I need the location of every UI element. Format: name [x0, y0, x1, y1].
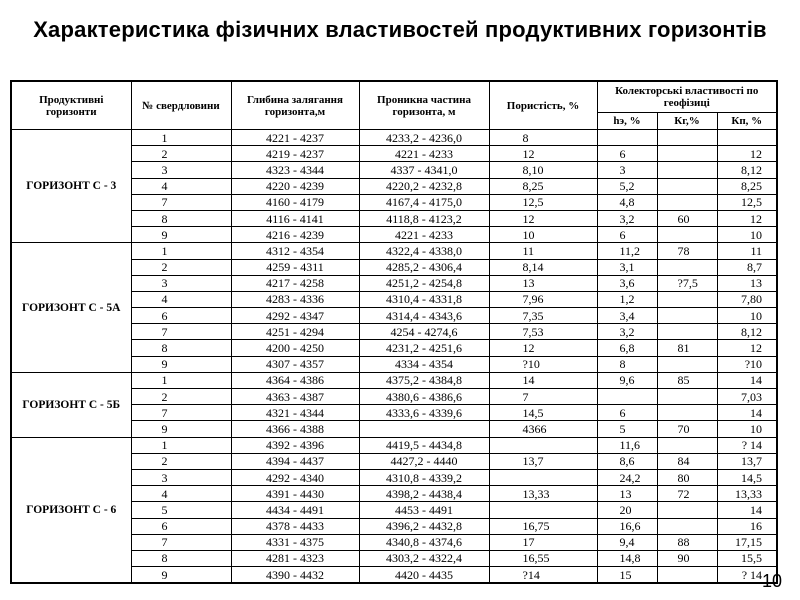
well-number-cell: 9	[131, 567, 231, 584]
hef-cell: 9,4	[597, 534, 657, 550]
header-horizons: Продуктивні горизонти	[11, 81, 131, 130]
well-number-cell: 9	[131, 356, 231, 372]
porosity-cell: 14,5	[489, 405, 597, 421]
depth-cell: 4321 - 4344	[231, 405, 359, 421]
porosity-cell	[489, 469, 597, 485]
kg-cell	[657, 356, 717, 372]
kg-cell	[657, 389, 717, 405]
kp-cell	[717, 130, 777, 146]
horizon-name-cell: ГОРИЗОНТ С - 5Б	[11, 372, 131, 437]
header-collector-properties: Колекторські властивості по геофізиці	[597, 81, 777, 113]
well-number-cell: 7	[131, 194, 231, 210]
table-row	[11, 372, 777, 388]
depth-cell: 4221 - 4237	[231, 130, 359, 146]
depth-cell: 4392 - 4396	[231, 437, 359, 453]
porosity-cell: 13	[489, 275, 597, 291]
hef-cell: 20	[597, 502, 657, 518]
kp-cell: 13	[717, 275, 777, 291]
well-number-cell: 2	[131, 259, 231, 275]
table-body	[11, 130, 777, 584]
hef-cell: 14,8	[597, 550, 657, 566]
permeable-part-cell: 4337 - 4341,0	[359, 162, 489, 178]
well-number-cell: 8	[131, 340, 231, 356]
permeable-part-cell: 4453 - 4491	[359, 502, 489, 518]
header-porosity: Пористість, %	[489, 81, 597, 130]
kp-cell: 8,7	[717, 259, 777, 275]
depth-cell: 4394 - 4437	[231, 453, 359, 469]
depth-cell: 4307 - 4357	[231, 356, 359, 372]
depth-cell: 4200 - 4250	[231, 340, 359, 356]
kp-cell: 13,7	[717, 453, 777, 469]
well-number-cell: 5	[131, 502, 231, 518]
kp-cell: 8,12	[717, 162, 777, 178]
porosity-cell: 8,25	[489, 178, 597, 194]
permeable-part-cell: 4254 - 4274,6	[359, 324, 489, 340]
kg-cell: 85	[657, 372, 717, 388]
kg-cell	[657, 324, 717, 340]
porosity-cell: 8,10	[489, 162, 597, 178]
kp-cell: 8,12	[717, 324, 777, 340]
permeable-part-cell: 4427,2 - 4440	[359, 453, 489, 469]
well-number-cell: 8	[131, 550, 231, 566]
well-number-cell: 7	[131, 405, 231, 421]
porosity-cell: 16,55	[489, 550, 597, 566]
depth-cell: 4251 - 4294	[231, 324, 359, 340]
kp-cell: 14	[717, 372, 777, 388]
porosity-cell: 13,33	[489, 486, 597, 502]
depth-cell: 4217 - 4258	[231, 275, 359, 291]
hef-cell: 5,2	[597, 178, 657, 194]
kg-cell	[657, 259, 717, 275]
well-number-cell: 2	[131, 146, 231, 162]
kp-cell: 10	[717, 421, 777, 437]
permeable-part-cell: 4398,2 - 4438,4	[359, 486, 489, 502]
permeable-part-cell: 4233,2 - 4236,0	[359, 130, 489, 146]
hef-cell: 3,6	[597, 275, 657, 291]
porosity-cell	[489, 502, 597, 518]
kg-cell: 78	[657, 243, 717, 259]
depth-cell: 4364 - 4386	[231, 372, 359, 388]
well-number-cell: 2	[131, 389, 231, 405]
kp-cell: 12	[717, 146, 777, 162]
depth-cell: 4219 - 4237	[231, 146, 359, 162]
kg-cell	[657, 518, 717, 534]
kp-cell: 12	[717, 340, 777, 356]
kp-cell: 17,15	[717, 534, 777, 550]
kg-cell	[657, 502, 717, 518]
depth-cell: 4292 - 4347	[231, 308, 359, 324]
hef-cell: 11,6	[597, 437, 657, 453]
permeable-part-cell: 4167,4 - 4175,0	[359, 194, 489, 210]
horizon-name-cell: ГОРИЗОНТ С - 3	[11, 130, 131, 243]
porosity-cell: 4366	[489, 421, 597, 437]
kg-cell	[657, 146, 717, 162]
permeable-part-cell: 4322,4 - 4338,0	[359, 243, 489, 259]
hef-cell: 1,2	[597, 291, 657, 307]
hef-cell: 3,1	[597, 259, 657, 275]
hef-cell: 24,2	[597, 469, 657, 485]
kg-cell	[657, 308, 717, 324]
porosity-cell: 12	[489, 340, 597, 356]
hef-cell: 15	[597, 567, 657, 584]
kg-cell	[657, 437, 717, 453]
well-number-cell: 4	[131, 486, 231, 502]
permeable-part-cell: 4310,8 - 4339,2	[359, 469, 489, 485]
kg-cell: 60	[657, 210, 717, 226]
kp-cell: 13,33	[717, 486, 777, 502]
table-row	[11, 437, 777, 453]
permeable-part-cell: 4220,2 - 4232,8	[359, 178, 489, 194]
kp-cell: 14	[717, 405, 777, 421]
hef-cell: 8	[597, 356, 657, 372]
permeable-part-cell: 4251,2 - 4254,8	[359, 275, 489, 291]
kp-cell: 11	[717, 243, 777, 259]
kp-cell: 14	[717, 502, 777, 518]
header-kp: Кп, %	[717, 113, 777, 130]
porosity-cell: 7,35	[489, 308, 597, 324]
porosity-cell: 12	[489, 146, 597, 162]
hef-cell: 3,2	[597, 210, 657, 226]
porosity-cell: 11	[489, 243, 597, 259]
kp-cell: ? 14	[717, 437, 777, 453]
permeable-part-cell: 4310,4 - 4331,8	[359, 291, 489, 307]
porosity-cell: 7,96	[489, 291, 597, 307]
permeable-part-cell: 4419,5 - 4434,8	[359, 437, 489, 453]
porosity-cell: ?10	[489, 356, 597, 372]
slide-title: Характеристика фізичних властивостей продуктивних горизонтів	[33, 17, 767, 42]
well-number-cell: 7	[131, 534, 231, 550]
permeable-part-cell: 4285,2 - 4306,4	[359, 259, 489, 275]
well-number-cell: 9	[131, 421, 231, 437]
header-permeable-part: Проникна частина горизонта, м	[359, 81, 489, 130]
permeable-part-cell: 4221 - 4233	[359, 146, 489, 162]
depth-cell: 4160 - 4179	[231, 194, 359, 210]
depth-cell: 4220 - 4239	[231, 178, 359, 194]
depth-cell: 4366 - 4388	[231, 421, 359, 437]
depth-cell: 4363 - 4387	[231, 389, 359, 405]
hef-cell: 4,8	[597, 194, 657, 210]
header-kg: Кг,%	[657, 113, 717, 130]
kg-cell	[657, 162, 717, 178]
kp-cell: 10	[717, 227, 777, 243]
hef-cell: 13	[597, 486, 657, 502]
well-number-cell: 6	[131, 518, 231, 534]
porosity-cell: 12,5	[489, 194, 597, 210]
kg-cell	[657, 194, 717, 210]
porosity-cell: 10	[489, 227, 597, 243]
permeable-part-cell: 4396,2 - 4432,8	[359, 518, 489, 534]
depth-cell: 4331 - 4375	[231, 534, 359, 550]
depth-cell: 4391 - 4430	[231, 486, 359, 502]
hef-cell: 6	[597, 405, 657, 421]
porosity-cell: 14	[489, 372, 597, 388]
well-number-cell: 3	[131, 275, 231, 291]
well-number-cell: 1	[131, 437, 231, 453]
hef-cell: 8,6	[597, 453, 657, 469]
well-number-cell: 3	[131, 469, 231, 485]
hef-cell: 3,2	[597, 324, 657, 340]
table-container	[10, 80, 776, 582]
depth-cell: 4259 - 4311	[231, 259, 359, 275]
kg-cell: 80	[657, 469, 717, 485]
kg-cell: 90	[657, 550, 717, 566]
kp-cell: 14,5	[717, 469, 777, 485]
well-number-cell: 4	[131, 178, 231, 194]
porosity-cell: 8,14	[489, 259, 597, 275]
well-number-cell: 8	[131, 210, 231, 226]
hef-cell: 5	[597, 421, 657, 437]
depth-cell: 4281 - 4323	[231, 550, 359, 566]
kg-cell	[657, 178, 717, 194]
hef-cell: 6	[597, 146, 657, 162]
header-well-number: № свердловини	[131, 81, 231, 130]
well-number-cell: 4	[131, 291, 231, 307]
permeable-part-cell: 4380,6 - 4386,6	[359, 389, 489, 405]
properties-table	[10, 80, 778, 584]
depth-cell: 4216 - 4239	[231, 227, 359, 243]
depth-cell: 4378 - 4433	[231, 518, 359, 534]
depth-cell: 4312 - 4354	[231, 243, 359, 259]
kp-cell: 10	[717, 308, 777, 324]
porosity-cell: 13,7	[489, 453, 597, 469]
permeable-part-cell: 4420 - 4435	[359, 567, 489, 584]
kg-cell: ?7,5	[657, 275, 717, 291]
permeable-part-cell	[359, 421, 489, 437]
permeable-part-cell: 4333,6 - 4339,6	[359, 405, 489, 421]
header-hef: hэ, %	[597, 113, 657, 130]
kp-cell: 8,25	[717, 178, 777, 194]
porosity-cell: 8	[489, 130, 597, 146]
table-row	[11, 130, 777, 146]
kp-cell: 7,03	[717, 389, 777, 405]
hef-cell: 11,2	[597, 243, 657, 259]
depth-cell: 4116 - 4141	[231, 210, 359, 226]
permeable-part-cell: 4221 - 4233	[359, 227, 489, 243]
hef-cell: 3	[597, 162, 657, 178]
well-number-cell: 1	[131, 372, 231, 388]
page-number: 10	[761, 571, 782, 591]
permeable-part-cell: 4340,8 - 4374,6	[359, 534, 489, 550]
hef-cell: 9,6	[597, 372, 657, 388]
kg-cell	[657, 291, 717, 307]
kp-cell: 12	[717, 210, 777, 226]
permeable-part-cell: 4303,2 - 4322,4	[359, 550, 489, 566]
hef-cell	[597, 389, 657, 405]
kp-cell: ?10	[717, 356, 777, 372]
permeable-part-cell: 4118,8 - 4123,2	[359, 210, 489, 226]
depth-cell: 4292 - 4340	[231, 469, 359, 485]
porosity-cell	[489, 437, 597, 453]
kg-cell: 72	[657, 486, 717, 502]
well-number-cell: 2	[131, 453, 231, 469]
header-depth: Глибина залягання горизонта,м	[231, 81, 359, 130]
porosity-cell: 7	[489, 389, 597, 405]
well-number-cell: 9	[131, 227, 231, 243]
depth-cell: 4323 - 4344	[231, 162, 359, 178]
porosity-cell: 12	[489, 210, 597, 226]
well-number-cell: 1	[131, 130, 231, 146]
kg-cell	[657, 227, 717, 243]
well-number-cell: 3	[131, 162, 231, 178]
kg-cell	[657, 405, 717, 421]
porosity-cell: 17	[489, 534, 597, 550]
kp-cell: 7,80	[717, 291, 777, 307]
hef-cell: 16,6	[597, 518, 657, 534]
well-number-cell: 1	[131, 243, 231, 259]
depth-cell: 4390 - 4432	[231, 567, 359, 584]
kg-cell	[657, 130, 717, 146]
permeable-part-cell: 4375,2 - 4384,8	[359, 372, 489, 388]
kp-cell: 16	[717, 518, 777, 534]
porosity-cell: ?14	[489, 567, 597, 584]
kg-cell	[657, 567, 717, 584]
kg-cell: 84	[657, 453, 717, 469]
well-number-cell: 7	[131, 324, 231, 340]
porosity-cell: 16,75	[489, 518, 597, 534]
permeable-part-cell: 4334 - 4354	[359, 356, 489, 372]
porosity-cell: 7,53	[489, 324, 597, 340]
kg-cell: 70	[657, 421, 717, 437]
permeable-part-cell: 4314,4 - 4343,6	[359, 308, 489, 324]
horizon-name-cell: ГОРИЗОНТ С - 6	[11, 437, 131, 583]
horizon-name-cell: ГОРИЗОНТ С - 5А	[11, 243, 131, 373]
depth-cell: 4283 - 4336	[231, 291, 359, 307]
kp-cell: 15,5	[717, 550, 777, 566]
kp-cell: 12,5	[717, 194, 777, 210]
well-number-cell: 6	[131, 308, 231, 324]
hef-cell: 3,4	[597, 308, 657, 324]
hef-cell: 6	[597, 227, 657, 243]
kg-cell: 88	[657, 534, 717, 550]
table-row	[11, 243, 777, 259]
kg-cell: 81	[657, 340, 717, 356]
hef-cell: 6,8	[597, 340, 657, 356]
permeable-part-cell: 4231,2 - 4251,6	[359, 340, 489, 356]
depth-cell: 4434 - 4491	[231, 502, 359, 518]
kp-cell: ? 14	[717, 567, 777, 584]
hef-cell	[597, 130, 657, 146]
